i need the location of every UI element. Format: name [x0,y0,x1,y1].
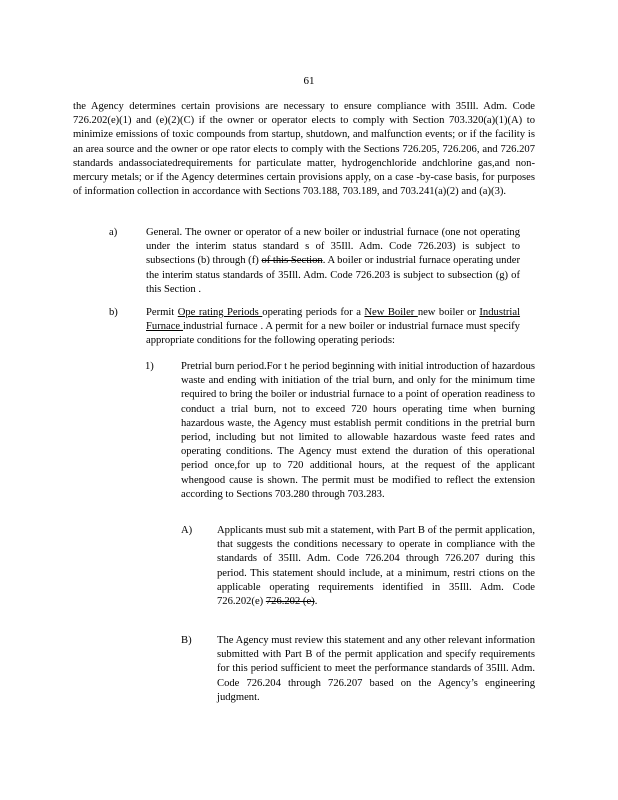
inserted-text: New Boiler [364,307,418,318]
struck-text: 726.202 (e) [265,596,315,608]
page-number: 61 [303,75,315,87]
text-run: Applicants must sub mit a statement, with Part B of the permit application, that suggests the conditions necessary to operate in compliance with the standards of 35Ill. Adm. Code 726.204 through 726.207 during this period. This statement should include, at a minimum, restri ctions on the applicable operating requirements identified in 35Ill. Adm. Code 726.202(e) [217,525,535,608]
text-run: Permit [146,307,178,318]
text-run: industrial furnace . A permit for a new boiler or industrial furnace must specify appropriate conditions for the following operating periods: [146,321,520,347]
subsection-b-label: b) [109,307,118,318]
subsection-a-label: a) [109,227,118,238]
subsection-b-1-B-text: The Agency must review this statement and any other relevant information submitted with Part B of the permit application and specify requirements for this period sufficient to meet the performance standards of 35Ill. Adm. Code 726.204 through 726.207 based on the Agency’s engineering judgment. [217,635,535,703]
subsection-b-text [146,306,520,349]
subsection-a-text [146,226,520,297]
subsection-b-1-A-text [217,524,535,609]
subsection-b-1-text: Pretrial burn period.For t he period beginning with initial introduction of hazardous waste and ending with initiation of the trial burn, and only for the minimum time required to bring the boiler or industrial furnace to a point of operation readiness to conduct a trial burn, not to exceed 720 hours operating time when burning hazardous waste, the Agency must establish permit conditions in the pretrial burn period, including but not limited to allowable hazardous waste feed rates and operating conditions. The Agency must extend the duration of this operational period once,for up to 720 additional hours, at the request of the applicant whengood cause is shown. The permit must be modified to reflect the extension according to Sections 703.280 through 703.283. [181,361,535,500]
struck-text: of this Section [261,255,323,267]
intro-paragraph: the Agency determines certain provisions are necessary to ensure compliance with 35Ill. Adm. Code 726.202(e)(1) and (e)(2)(C) if the owner or operator elects to comply with Section 703.320(a)(1)(A) to minimize emissions of toxic compounds from startup, shutdown, and malfunction events; or if the facility is an area source and the owner or ope rator elects to comply with the Sections 726.205, 726.206, and 726.207 standards andassociatedrequirements for particulate matter, hydrogenchloride andchlorine gas,and non- mercury metals; or if the Agency determines certain provisions apply, on a case -by-case basis, for purposes of information collection in accordance with Sections 703.188, 703.189, and 703.241(a)(2) and (a)(3). [73,101,535,198]
inserted-text: Industrial Furnace [146,307,521,333]
inserted-text: Ope rating Periods [177,307,263,318]
text-run: operating periods for a [262,307,365,318]
subsection-b-1-A-label: A) [181,525,193,536]
text-run: . A boiler or industrial furnace operating under the interim status standards of 35Ill. Adm. Code 726.203 is subject to subsection (g) of this Section . [146,255,520,295]
text-run: . [314,596,318,608]
subsection-b-1-B-label: B) [181,635,192,646]
text-run: new boiler or [417,307,480,318]
text-run: General. The owner or operator of a new boiler or industrial furnace (one not operating under the interim status standard s of 35Ill. Adm. Code 726.203) is subject to subsections (b) through (f) [146,227,520,267]
subsection-b-1-label: 1) [145,361,154,372]
